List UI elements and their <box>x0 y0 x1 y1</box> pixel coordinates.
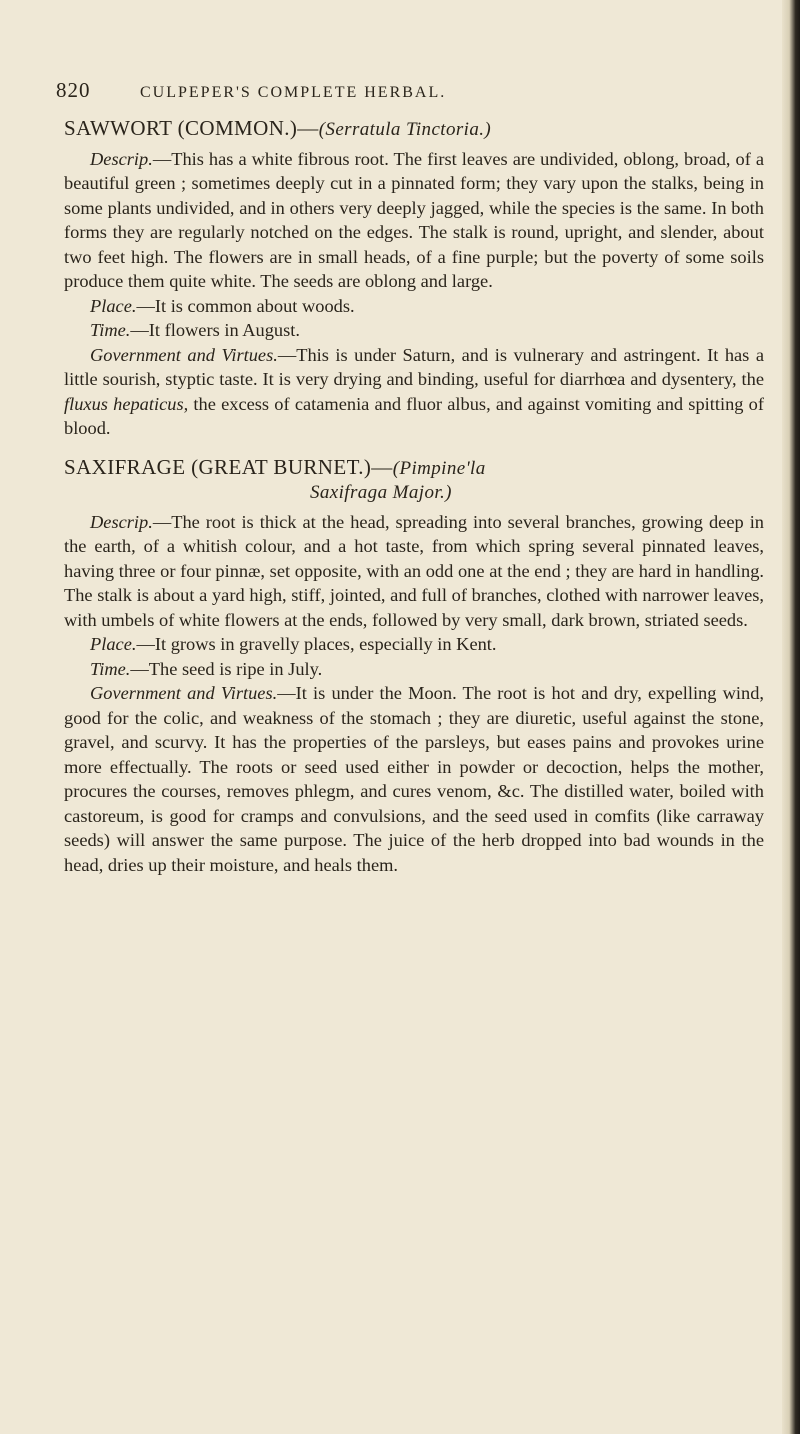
description-paragraph <box>64 147 764 294</box>
government-text-2: the excess of catamenia and fluor albus, and against vomiting and spitting of blood. <box>64 393 765 438</box>
government-label: Government and Virtues. <box>90 683 278 703</box>
time-text: —The seed is ripe in July. <box>130 658 323 679</box>
page-content <box>64 116 764 877</box>
descrip-text: —The root is thick at the head, spreading into several branches, growing deep in the earth, of a whitish colour, and a hot taste, from which spring several pinnated leaves, having three or four pinnæ, set opposite, with an odd one at the end ; they are hard in handling. The stalk is about a yard high, stiff, jointed, and full of branches, clothed with narrower leaves, with umbels of white flowers at the ends, followed by very small, dark brown, striated seeds. <box>64 511 764 630</box>
place-label: Place. <box>90 295 137 316</box>
time-text: —It flowers in August. <box>130 320 300 340</box>
time-paragraph <box>64 318 764 343</box>
government-text: —It is under the Moon. The root is hot and dry, expelling wind, good for the colic, and weakness of the stomach ; they are diuretic, useful against the stone, gravel, and scurvy. It has the properties of the parsleys, but eases pains and provokes urine more effectually. The roots or seed used either in powder or decoction, helps the mother, procures the courses, removes phlegm, and cures venom, &c. The distilled water, boiled with castoreum, is good for cramps and convulsions, and the seed used in comfits (like carraway seeds) will answer the same purpose. The juice of the herb dropped into bad wounds in the head, dries up their moisture, and heals them. <box>64 683 765 875</box>
entry-latin-name: (Pimpine'la <box>392 457 486 479</box>
place-paragraph <box>64 294 764 319</box>
entry-title: SAWWORT (COMMON.)— <box>64 116 319 140</box>
time-paragraph <box>64 657 764 682</box>
page-edge <box>782 0 800 1434</box>
entry-title: SAXIFRAGE (GREAT BURNET.)— <box>64 454 393 479</box>
entry-saxifrage <box>64 455 764 878</box>
entry-latin-name-continued: Saxifraga Major.) <box>310 482 452 503</box>
page-number: 820 <box>56 78 91 102</box>
government-label: Government and Virtues. <box>90 344 278 365</box>
place-paragraph <box>64 632 764 657</box>
running-head <box>56 78 756 103</box>
entry-heading <box>64 455 764 506</box>
place-text: —It grows in gravelly places, especially in Kent. <box>136 634 497 654</box>
government-italic-term: fluxus hepaticus, <box>64 393 189 414</box>
government-text-1: —This is under Saturn, and is vulnerary and astringent. It has a little sourish, styptic taste. It is very drying and binding, useful for diarrhœa and dysentery, the <box>64 344 764 389</box>
government-paragraph <box>64 343 764 441</box>
time-label: Time. <box>90 320 131 340</box>
descrip-text: —This has a white fibrous root. The first leaves are undivided, oblong, broad, of a beautiful green ; sometimes deeply cut in a pinnated form; they vary upon the stalks, being in some plants undivided, and in others very deeply jagged, while the species is the same. In both forms they are regularly notched on the edges. The stalk is round, upright, and slender, about two feet high. The flowers are in small heads, of a fine purple; but the poverty of some soils produce them quite white. The seeds are oblong and large. <box>64 148 764 291</box>
place-label: Place. <box>90 634 137 654</box>
time-label: Time. <box>90 658 131 679</box>
descrip-label: Descrip. <box>90 148 153 169</box>
entry-sawwort <box>64 116 764 441</box>
description-paragraph <box>64 510 764 633</box>
government-paragraph <box>64 681 764 877</box>
entry-latin-name: (Serratula Tinctoria.) <box>318 119 492 140</box>
entry-heading <box>64 116 764 143</box>
place-text: —It is common about woods. <box>136 295 355 316</box>
running-title: CULPEPER'S COMPLETE HERBAL. <box>140 84 447 101</box>
descrip-label: Descrip. <box>90 511 153 532</box>
entry-spacer <box>64 441 764 455</box>
